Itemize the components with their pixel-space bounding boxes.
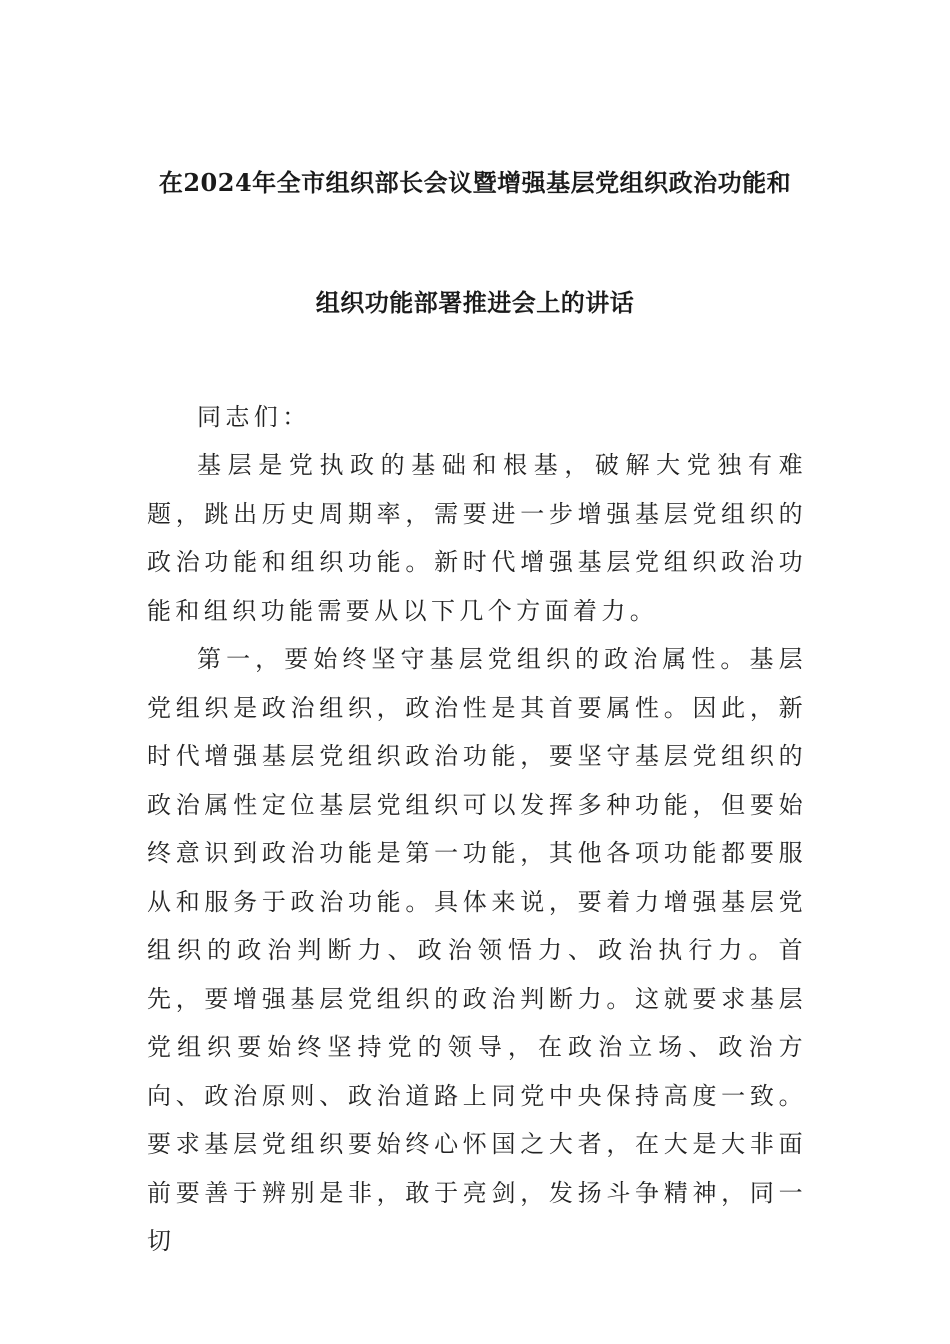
document-title-line-1: 在2024年全市组织部长会议暨增强基层党组织政治功能和 [158, 168, 792, 197]
document-title-line-2: 组织功能部署推进会上的讲话 [315, 288, 635, 317]
document-body [147, 441, 807, 1266]
paragraph-2: 第一，要始终坚守基层党组织的政治属性。基层党组织是政治组织，政治性是其首要属性。因此，新时代增强基层党组织政治功能，要坚守基层党组织的政治属性定位基层党组织可以发挥多种功能，但要始终意识到政治功能是第一功能，其他各项功能都要服从和服务于政治功能。具体来说，要着力增强基层党组织的政治判断力、政治领悟力、政治执行力。首先，要增强基层党组织的政治判断力。这就要求基层党组织要始终坚持党的领导，在政治立场、政治方向、政治原则、政治道路上同党中央保持高度一致。要求基层党组织要始终心怀国之大者，在大是大非面前要善于辨别是非，敢于亮剑，发扬斗争精神，同一切 [147, 645, 807, 1255]
paragraph-1: 基层是党执政的基础和根基，破解大党独有难题，跳出历史周期率，需要进一步增强基层党组织的政治功能和组织功能。新时代增强基层党组织政治功能和组织功能需要从以下几个方面着力。 [147, 451, 807, 625]
salutation: 同志们： [197, 403, 311, 431]
